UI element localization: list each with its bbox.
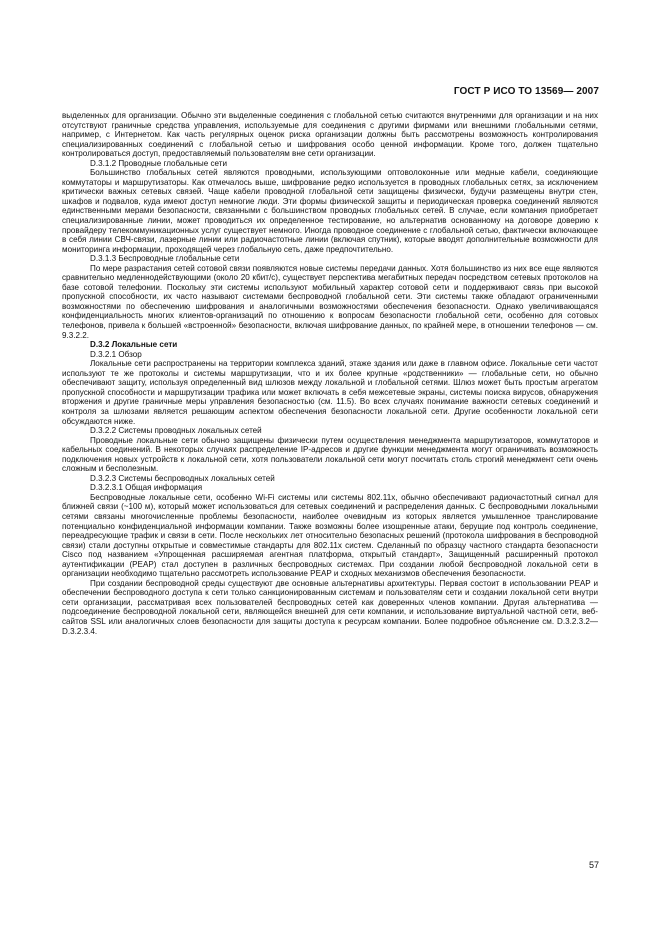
section-heading: D.3.2.2 Системы проводных локальных сетей — [90, 426, 262, 436]
section-heading: D.3.2.3.1 Общая информация — [90, 483, 203, 493]
paragraph: Беспроводные локальные сети, особенно Wi-Fi системы или системы 802.11x, обычно обеспечивают радиочастотный сигнал для ближней связи (~100 м), который может использоваться для сетевых соединений и распределения данных. С беспроводными локальными сетями связаны многочисленные проблемы безопасности, наиболее очевидным из которых является умышленное транслирование потенциально конфиденциальной информации компании. Также возможны более изощренные атаки, берущие под контроль соединение, переадресующие трафик и связи в сети. После нескольких лет относительно безопасных решений (протокола шифрования в беспроводной связи) стали доступны открытые и совместимые стандарты для 802.11x систем. Сделанный по образцу частного стандарта безопасности Cisco под названием «Упрощенная расширяемая агентная платформа, открытый стандарт», Защищенный расширенный протокол аутентификации (PEAP) стал доступен в различных беспроводных системах. При создании любой беспроводной локальной сети в организации необходимо тщательно рассмотреть использование PEAP и сходных механизмов обеспечения безопасности. — [62, 492, 598, 579]
document-standard-header: ГОСТ Р ИСО ТО 13569— 2007 — [453, 86, 599, 97]
document-body — [62, 111, 598, 636]
paragraph: Проводные локальные сети обычно защищены физически путем осуществления менеджмента маршрутизаторов, коммутаторов и кабельных соединений. В некоторых случаях распределение IP-адресов и другие функции менеджмента могут ограничивать возможность подключения новых устройств к локальной сети, хотя пользователи локальной сети могут посчитать столь строгий менеджмент сети очень сложным и бесполезным. — [62, 435, 598, 474]
paragraph: По мере разрастания сетей сотовой связи появляются новые системы передачи данных. Хотя большинство из них все еще являются сравнительно медленнодействующими (около 20 кбит/с), существует перспектива мегабитных передач посредством сетевых протоколов на базе сотовой телефонии. Поскольку эти системы используют мобильный характер сотовой сети и поддерживают связь при высокой пропускной способности, их часто называют системами беспроводной глобальной сети. Эти системы также обладают ограниченными возможностями по обеспечению шифрования и аналогичными возможностями обеспечения безопасности. Однако увеличивающаяся конфиденциальность многих клиентов-организаций по отношению к вопросам безопасности глобальной сети, особенно для сотовых телефонов, привела к большей «встроенной» безопасности, включая шифрование данных, по крайней мере, в отношении телефонов — см. 9.3.2.2. — [62, 263, 598, 340]
section-heading: D.3.2.3 Системы беспроводных локальных сетей — [90, 473, 275, 483]
paragraph: Большинство глобальных сетей являются проводными, использующими оптоволоконные или медные кабели, соединяющие коммутаторы и маршрутизаторы. Как отмечалось выше, шифрование редко используется в проводных глобальных сетях, за исключением критически важных сетевых связей. Чаще кабели проводной глобальной сети защищены физически, будучи размещены внутри стен, шкафов и подвалов, куда имеют доступ немногие люди. Эти формы физической защиты и периодическая проверка соединений являются единственными мерами безопасности, связанными с большинством проводных глобальных сетей. В случае, если компания приобретает специализированные линии, может проводиться их определенное тестирование, но альтернатив основанному на договоре доверию к провайдеру телекоммуникационных услуг существует немного. Иногда проводное соединение с глобальной сетью, фактически включающее в себя линии СВЧ-связи, лазерные линии или радиочастотные линии (включая спутник), которые вводят дополнительные возможности для мониторинга информации, проходящей через глобальную сеть, даже предпочтительно. — [62, 168, 598, 254]
paragraph: Локальные сети распространены на территории комплекса зданий, этаже здания или даже в главном офисе. Локальные сети частот используют те же протоколы и системы маршрутизации, что и их более крупные «родственники» — глобальные сети, но обычно обеспечивают защиту, используя определенный вид шлюзов между локальной и глобальной сетями. Шлюз может быть простым агрегатом пропускной способности и маршрутизации трафика или может включать в себя межсетевые экраны, системы поиска вирусов, обнаружения вторжения и другие граничные меры управления безопасностью (см. 11.5). Во всех случаях понимание важности сетевых соединений и контроля за шлюзами является решающим аспектом обеспечения безопасности локальной сети. Другие особенности локальной сети обсуждаются ниже. — [62, 359, 598, 426]
section-heading: D.3.1.3 Беспроводные глобальные сети — [90, 254, 240, 264]
page-number: 57 — [588, 860, 599, 870]
paragraph: При создании беспроводной среды существуют две основные альтернативы архитектуры. Первая состоит в использовании PEAP и обеспечении беспроводного доступа к сети только санкционированным системам и пользователям сети и создании локальной сети внутри сети организации, рассматривая всех пользователей беспроводных сетей как доверенных членов компании. Другая альтернатива — подсоединение беспроводной локальной сети, являющейся внешней для сети компании, и использование виртуальной частной сети, веб-сайтов SSL или аналогичных слоев безопасности для защиты доступа к ресурсам компании. Более подробное объяснение см. D.3.2.3.2—D.3.2.3.4. — [62, 578, 598, 636]
section-heading: D.3.2 Локальные сети — [90, 340, 178, 350]
paragraph: выделенных для организации. Обычно эти выделенные соединения с глобальной сетью считаются внутренними для организации и на них отсутствуют граничные средства управления, используемые для соединения с другими фирмами или внешними глобальными сетями, например, с Интернетом. Как часть регулярных оценок риска организации должны быть рассмотрены возможность контролирования специализированных соединений с глобальной сетью и шифрования особо ценной информации. Кроме того, должен тщательно контролироваться доступ, предоставляемый пользователям вне сети организации. — [62, 111, 598, 159]
section-heading: D.3.1.2 Проводные глобальные сети — [90, 158, 227, 168]
section-heading: D.3.2.1 Обзор — [90, 349, 142, 359]
